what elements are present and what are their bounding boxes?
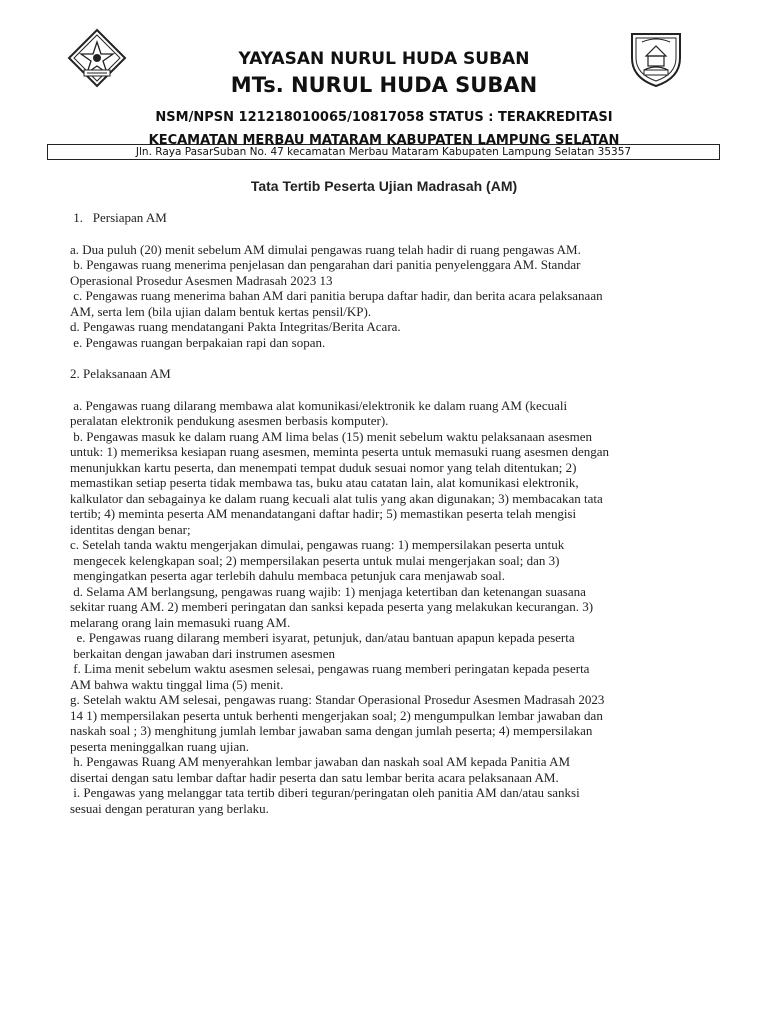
paragraph-line: a. Pengawas ruang dilarang membawa alat komunikasi/elektronik ke dalam ruang AM (kecuali <box>70 397 568 413</box>
letterhead <box>0 0 768 165</box>
paragraph-line: sekitar ruang AM. 2) memberi peringatan dan sanksi kepada peserta yang melakukan kecurangan. 3) <box>70 599 594 614</box>
address-box: Jln. Raya PasarSuban No. 47 kecamatan Merbau Mataram Kabupaten Lampung Selatan 35357 <box>47 144 720 160</box>
foundation-name: YAYASAN NURUL HUDA SUBAN <box>238 49 530 69</box>
paragraph-line: b. Pengawas ruang menerima penjelasan dan pengarahan dari panitia penyelenggara AM. Standar <box>70 257 581 272</box>
section-heading-pelaksanaan: 2. Pelaksanaan AM <box>70 366 171 381</box>
paragraph-line: b. Pengawas masuk ke dalam ruang AM lima belas (15) menit sebelum waktu pelaksanaan asesmen <box>70 428 593 444</box>
paragraph-line: i. Pengawas yang melanggar tata tertib diberi teguran/peringatan oleh panitia AM dan/atau sanksi <box>70 785 580 800</box>
paragraph-line: AM bahwa waktu tinggal lima (5) menit. <box>70 676 284 692</box>
letterhead-text <box>120 48 648 151</box>
document-title: Tata Tertib Peserta Ujian Madrasah (AM) <box>250 178 518 194</box>
paragraph-line: sesuai dengan peraturan yang berlaku. <box>70 800 269 816</box>
paragraph-line: c. Setelah tanda waktu mengerjakan dimulai, pengawas ruang: 1) mempersilakan peserta untuk <box>70 537 565 552</box>
paragraph-line: d. Pengawas ruang mendatangani Pakta Integritas/Berita Acara. <box>70 319 401 334</box>
paragraph-line: kalkulator dan sebagainya ke dalam ruang kecuali alat tulis yang akan digunakan; 3) membacakan tata <box>70 490 603 506</box>
paragraph-line: identitas dengan benar; <box>70 521 191 537</box>
paragraph-line: c. Pengawas ruang menerima bahan AM dari panitia berupa daftar hadir, dan berita acara pelaksanaan <box>70 288 603 303</box>
paragraph-line: AM, serta lem (bila ujian dalam bentuk kertas pensil/KP). <box>70 303 372 319</box>
paragraph-line: e. Pengawas ruangan berpakaian rapi dan sopan. <box>70 334 326 350</box>
document-body <box>70 210 710 816</box>
paragraph-line: d. Selama AM berlangsung, pengawas ruang wajib: 1) menjaga ketertiban dan ketenangan suasana <box>70 583 586 599</box>
paragraph-line: menunjukkan kartu peserta, dan menempati tempat duduk sesuai nomor yang telah ditentukan; 2) <box>70 459 577 475</box>
district-line: KECAMATAN MERBAU MATARAM KABUPATEN LAMPUNG SELATAN <box>148 133 620 148</box>
paragraph-line: naskah soal ; 3) menghitung jumlah lembar jawaban sama dengan jumlah peserta; 4) mempersilakan <box>70 723 593 738</box>
paragraph-line: untuk: 1) memeriksa kesiapan ruang asesmen, meminta peserta untuk memasuki ruang asesmen dengan <box>70 444 609 459</box>
paragraph-line: g. Setelah waktu AM selesai, pengawas ruang: Standar Operasional Prosedur Asesmen Madrasah 2023 <box>70 692 605 707</box>
paragraph-line: mengingatkan peserta agar terlebih dahulu membaca petunjuk cara menjawab soal. <box>70 568 505 583</box>
section-heading-persiapan: 1. Persiapan AM <box>70 210 167 225</box>
paragraph-line: a. Dua puluh (20) menit sebelum AM dimulai pengawas ruang telah hadir di ruang pengawas AM. <box>70 241 581 257</box>
paragraph-line: mengecek kelengkapan soal; 2) mempersilakan peserta untuk mulai mengerjakan soal; dan 3) <box>70 552 560 568</box>
paragraph-line: disertai dengan satu lembar daftar hadir peserta dan satu lembar berita acara pelaksanaan AM. <box>70 769 559 785</box>
nsm-status-line: NSM/NPSN 121218010065/10817058 STATUS : TERAKREDITASI <box>155 110 613 125</box>
paragraph-line: melarang orang lain memasuki ruang AM. <box>70 614 291 630</box>
paragraph-line: 14 1) mempersilakan peserta untuk berhenti mengerjakan soal; 2) mengumpulkan lembar jawaban dan <box>70 707 603 723</box>
paragraph-line: peserta meninggalkan ruang ujian. <box>70 738 250 754</box>
ministry-emblem-icon <box>67 28 127 88</box>
paragraph-line: memastikan setiap peserta tidak membawa tas, buku atau catatan lain, alat komunikasi elektronik, <box>70 475 579 490</box>
paragraph-line: tertib; 4) meminta peserta AM menandatangani daftar hadir; 5) memastikan peserta telah mengisi <box>70 506 577 521</box>
paragraph-line: h. Pengawas Ruang AM menyerahkan lembar jawaban dan naskah soal AM kepada Panitia AM <box>70 754 571 769</box>
paragraph-line: f. Lima menit sebelum waktu asesmen selesai, pengawas ruang memberi peringatan kepada peserta <box>70 661 590 676</box>
paragraph-line: e. Pengawas ruang dilarang memberi isyarat, petunjuk, dan/atau bantuan apapun kepada peserta <box>70 630 575 645</box>
paragraph-line: berkaitan dengan jawaban dari instrumen asesmen <box>70 645 335 661</box>
paragraph-line: Operasional Prosedur Asesmen Madrasah 2023 13 <box>70 272 333 288</box>
paragraph-line: peralatan elektronik pendukung asesmen berbasis komputer). <box>70 413 389 428</box>
school-name: MTs. NURUL HUDA SUBAN <box>230 73 538 97</box>
